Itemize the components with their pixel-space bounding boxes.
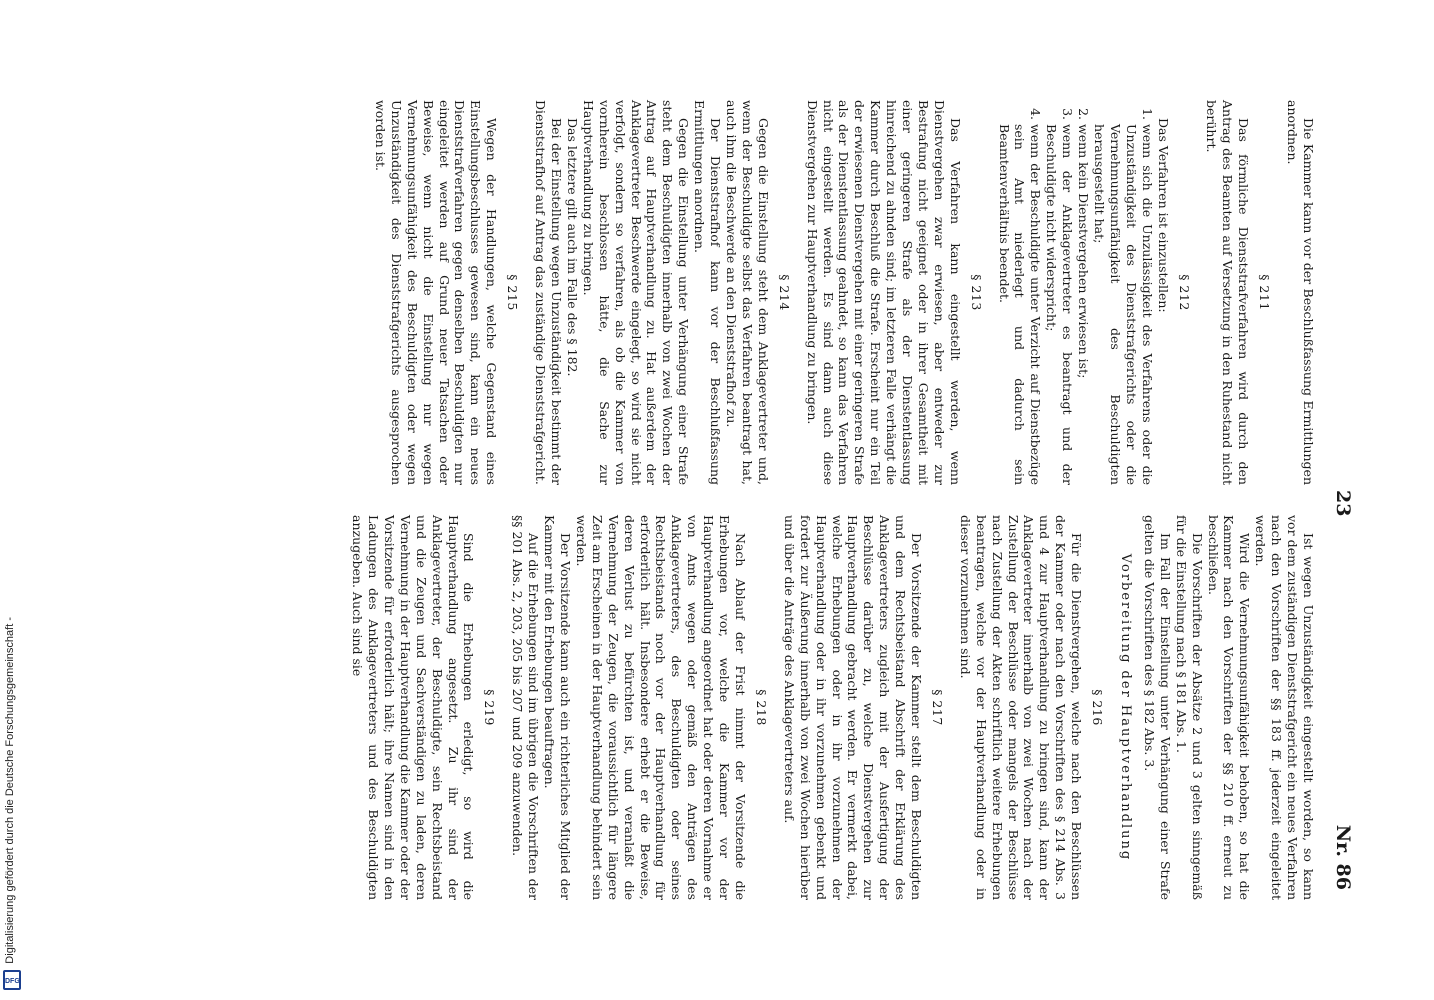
watermark-text: Digitalisierung gefördert durch die Deutsche Forschungsgemeinschaft - [4,617,16,964]
list-item [1091,100,1155,485]
section-heading-214: § 214 [776,274,792,311]
section-215-text: Wegen der Handlungen, welche Gegenstand eines Einstellungsbeschlusses gewesen sind, kann ein neues Dienststrafverfahren gegen denselben Beschuldigten nur eingeleitet werden auf Grund neuer Tatsachen oder Beweise, wenn nicht die Einstellung nur wegen Vernehmungsunfähigkeit des Beschuldigten oder wegen Unzuständigkeit des Dienststrafgerichts ausgesprochen worden ist. [372,100,500,485]
section-217-text: Der Vorsitzende der Kammer stellt dem Beschuldigten und dem Rechtsbeistand Abschrift der Erklärung des Anklagevertreters zugleich mit der Ausfertigung der Beschlüsse darüber zu, welche Dienstvergehen zur Hauptverhandlung gebracht werden. Er vermerkt dabei, welche Erhebungen oder in ihr vorzunehmen der Hauptverhandlung oder in ihr vorzunehmen gebenkt und fordert zur Äußerung innerhalb von zwei Wochen hierüber und über die Anträge des Anklagevertreters auf. [781,515,925,900]
section-heading-212: § 212 [1176,274,1192,311]
section-218-paragraph: Nach Ablauf der Frist nimmt der Vorsitzende die Erhebungen vor, welche die Kammer vor der Hauptverhandlung angeordnet hat oder deren Vornahme er von Amts wegen oder gemäß den Anträgen des Anklagevertreters, des Beschuldigten oder seines Rechtsbeistands noch vor der Hauptverhandlung für erforderlich hält. Insbesondere erhebt er die Beweise, deren Verlust zu befürchten ist, und veranlaßt die Vernehmung der Zeugen, die voraussichtlich für längere Zeit am Erscheinen in der Hauptverhandlung behindert sein werden. [573,515,748,900]
section-heading-216: § 216 [1090,689,1106,726]
section-214-paragraph: Gegen die Einstellung unter Verhängung einer Strafe steht dem Beschuldigten innerhalb von zwei Wochen der Antrag auf Hauptverhandlung zu. Hat außerdem der Anklagevertreter Beschwerde eingelegt, so wird sie nicht verfolgt, sondern so verfahren, als ob die Kammer von vornherein beschlossen hätte, die Sache zur Hauptverhandlung zu bringen. [580,100,692,485]
section-214-paragraph: Das letztere gilt auch im Falle des § 182. [564,118,580,377]
section-heading-217: § 217 [929,689,945,726]
chapter-title: Vorbereitung der Hauptverhandlung [1118,553,1134,862]
intro-paragraph: Die Kammer kann vor der Beschlußfassung Ermittlungen anordnen. [1285,100,1316,485]
list-item [996,100,1044,485]
digitization-watermark [0,4,26,994]
list-item-text: wenn der Beschuldigte unter Verzicht auf Dienstbezüge sein Amt niederlegt und dadurch sein Beamtenverhältnis beendet. [996,124,1044,485]
section-212-lead: Das Verfahren ist einzustellen: [1155,118,1171,313]
section-214-paragraph: Bei der Einstellung wegen Unzuständigkeit bestimmt der Dienststrafhof auf Antrag das zuständige Dienststrafgericht. [533,100,565,485]
section-213-text: Das Verfahren kann eingestellt werden, wenn Dienstvergehen zwar erwiesen, aber entweder zur Bestrafung nicht geeignet oder in ihrer Gesamtheit mit einer geringeren Strafe als der Dienstentlassung hinreichend zu ahnden sind; im letzteren Falle verhängt die Kammer durch Beschluß die Strafe. Erscheint nur ein Teil der erwiesenen Dienstvergehen mit einer geringeren Strafe als der Dienstentlassung geahndet, so kann das Verfahren nicht eingestellt werden. Es sind dann auch diese Dienstvergehen zur Hauptverhandlung zu bringen. [804,100,963,485]
list-item-text: wenn der Anklagevertreter es beantragt und der Beschuldigte nicht widerspricht; [1044,124,1076,485]
continuation-paragraph: Wird die Vernehmungsunfähigkeit behoben, so hat die Kammer nach den Vorschriften der §§ 210 ff. erneut zu beschließen. [1205,515,1253,900]
section-216-text: Für die Dienstvergehen, welche nach den Beschlüssen der Kammer oder nach den Vorschriften des § 214 Abs. 3 und 4 zur Hauptverhandlung zu bringen sind, kann der Anklagevertreter innerhalb von zwei Wochen nach der Zustellung der Beschlüsse oder mangels der Beschlüsse nach Zustellung der Akten schriftlich weitere Erhebungen beantragen, welche vor der Hauptverhandlung oder in dieser vorzunehmen sind. [957,515,1085,900]
left-column [372,100,1316,485]
section-219-text: Sind die Erhebungen erledigt, so wird die Hauptverhandlung angesetzt. Zu ihr sind der Anklagevertreter, der Beschuldigte, sein Rechtsbeistand und die Zeugen und Sachverständigen zu laden, deren Vernehmung in der Hauptverhandlung die Kammer oder der Vorsitzende für erforderlich hält; ihre Namen sind in den Ladungen des Anklagevertreters und des Beschuldigten anzugeben. Auch sind sie [350,515,477,901]
section-218-paragraph: Der Vorsitzende kann auch ein richterliches Mitglied der Kammer mit den Erhebungen beauftragen. [542,515,574,900]
section-heading-218: § 218 [753,689,769,726]
list-item-number: 4. [1028,108,1044,120]
list-item-text: wenn kein Dienstvergehen erwiesen ist; [1076,124,1092,379]
section-heading-213: § 213 [968,274,984,311]
list-item-number: 2. [1076,108,1092,120]
section-211-text: Das förmliche Dienststrafverfahren wird durch den Antrag des Beamten auf Versetzung in den Ruhestand nicht berührt. [1204,100,1252,485]
section-218-paragraph: Auf die Erhebungen sind im übrigen die Vorschriften der §§ 201 Abs. 2, 203, 205 bis 207 und 209 anzuwenden. [510,515,542,900]
section-212-list [996,100,1155,485]
list-item-number: 3. [1060,108,1076,120]
continuation-paragraph: Im Fall der Einstellung unter Verhängung einer Strafe gelten die Vorschriften des § 182 Abs. 3. [1141,515,1173,900]
page-number: 23 [1332,490,1354,517]
section-heading-211: § 211 [1257,274,1273,311]
issue-number: Nr. 86 [1332,824,1354,890]
section-heading-219: § 219 [482,689,498,726]
continuation-paragraph: Ist wegen Unzuständigkeit eingestellt worden, so kann vor dem zuständigen Dienststrafgericht ein neues Verfahren nach den Vorschriften der §§ 183 ff. jederzeit eingeleitet werden. [1253,515,1316,900]
list-item [1075,100,1091,485]
section-heading-215: § 215 [505,274,521,311]
continuation-paragraph: Die Vorschriften der Absätze 2 und 3 gelten sinngemäß für die Einstellung nach § 181 Abs. 1. [1173,515,1205,900]
section-214-paragraph: Gegen die Einstellung steht dem Anklagevertreter und, wenn der Beschuldigte selbst das Verfahren beantragt hat, auch ihm die Beschwerde an den Dienststrafhof zu. [724,100,771,485]
page-header [1324,100,1354,890]
list-item-text: wenn sich die Unzulässigkeit des Verfahrens oder die Unzuständigkeit des Dienststrafgerichts oder die Vernehmungsunfähigkeit des Beschuldigten herausgestellt hat; [1092,124,1155,485]
list-item [1043,100,1075,485]
right-column [349,515,1316,900]
list-item-number: 1. [1139,108,1155,120]
dfg-logo-icon: DFG [3,970,21,990]
section-214-paragraph: Der Dienststrafhof kann vor der Beschlußfassung Ermittlungen anordnen. [692,100,724,485]
